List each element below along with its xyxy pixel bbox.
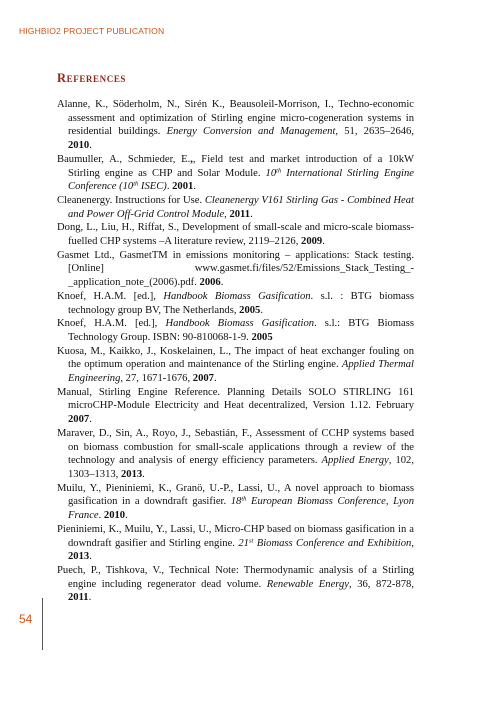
reference-item: Gasmet Ltd., GasmetTM in emissions monitoring – applications: Stack testing. [Online] www.gasmet.fi/files/52/Emissions_Stack_Testing_-_application_note_(2006).pdf. 2006. (57, 249, 414, 289)
reference-item: Maraver, D., Sin, A., Royo, J., Sebastián, F., Assessment of CCHP systems based on biomass combustion for small-scale applications through a review of the technology and analysis of energy efficiency parameters. Applied Energy, 102, 1303–1313, 2013. (57, 427, 414, 480)
section-heading: References (57, 71, 127, 85)
reference-item: Knoef, H.A.M. [ed.], Handbook Biomass Gasification. s.l.: BTG Biomass Technology Group. ISBN: 90-810068-1-9. 2005 (57, 318, 414, 343)
reference-item: Alanne, K., Söderholm, N., Sirén K., Beausoleil-Morrison, I., Techno-economic assessment and optimization of Stirling engine micro-cogeneration systems in residential buildings. Energy Conversion and Management, 51, 2635–2646, 2010. (57, 99, 414, 152)
reference-item: Puech, P., Tishkova, V., Technical Note: Thermodynamic analysis of a Stirling engine including regenerator dead volume. Renewable Energy, 36, 872-878, 2011. (57, 564, 414, 604)
reference-item: Manual, Stirling Engine Reference. Planning Details SOLO STIRLING 161 microCHP-Module Electricity and Heat decentralized, Version 1.12. February 2007. (57, 386, 414, 426)
reference-item: Muilu, Y., Pieniniemi, K., Granö, U.-P., Lassi, U., A novel approach to biomass gasification in a downdraft gasifier. 18th European Biomass Conference, Lyon France. 2010. (57, 482, 415, 522)
reference-item: Pieniniemi, K., Muilu, Y., Lassi, U., Micro-CHP based on biomass gasification in a downdraft gasifier and Stirling engine. 21st Biomass Conference and Exhibition, 2013. (57, 523, 415, 563)
publication-header: HIGHBIO2 PROJECT PUBLICATION (19, 26, 165, 36)
margin-rule (42, 598, 43, 650)
reference-item: Dong, L., Liu, H., Riffat, S., Development of small-scale and micro-scale biomass-fuelled CHP systems –A literature review, 2119–2126, 2009. (57, 222, 414, 248)
reference-item: Knoef, H.A.M. [ed.], Handbook Biomass Gasification. s.l. : BTG biomass technology group BV, The Netherlands, 2005. (57, 290, 414, 316)
reference-list (57, 98, 414, 605)
page-number: 54 (19, 612, 33, 626)
reference-item: Baumuller, A., Schmieder, E.,, Field test and market introduction of a 10kW Stirling engine as CHP and Solar Module. 10th International Stirling Engine Conference (10th ISEC). 2001. (57, 153, 414, 193)
reference-item: Kuosa, M., Kaikko, J., Koskelainen, L., The impact of heat exchanger fouling on the optimum operation and maintenance of the Stirling engine. Applied Thermal Engineering, 27, 1671-1676, 2007. (57, 345, 414, 385)
reference-item: Cleanenergy. Instructions for Use. Cleanenergy V161 Stirling Gas - Combined Heat and Power Off-Grid Control Module, 2011. (57, 194, 414, 220)
